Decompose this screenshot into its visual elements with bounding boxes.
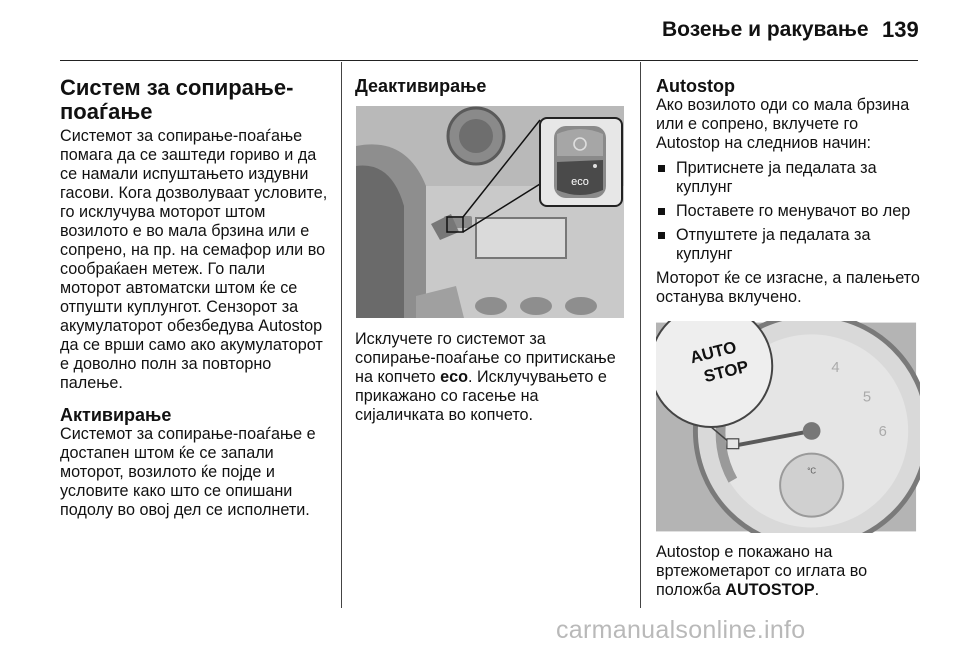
column-deactivation	[355, 76, 623, 425]
autostop-result: Моторот ќе се изгасне, а палењето останува вклучено.	[656, 269, 920, 306]
stop-start-intro: Системот за сопирање-поаѓање помага да се заштеди гориво и да се намали испуштањето издувни гасови. Кога дозволуваат условите, го исклучува моторот штом возилото е во мала брзина или е сопрено, на пр. на семафор или во сообраќаен метеж. Го пали моторот автоматски штом ќе се отпушти куплунгот. Сензорот за акумулаторот обезбедува Autostop да се врши само ако акумулаторот е доволно полн за повторно палење.	[60, 127, 328, 392]
autostop-caption: Autostop е покажано на вртежометарот со иглата во положба AUTOSTOP.	[656, 543, 868, 599]
tach-number-5: 5	[862, 389, 872, 406]
column-divider-2	[640, 62, 641, 608]
column-autostop	[656, 76, 924, 600]
section-heading-autostop: Autostop	[656, 76, 735, 96]
autostop-position-label: AUTOSTOP	[725, 581, 815, 599]
autostop-label-auto: AUTO	[688, 337, 739, 368]
column-divider-1	[341, 62, 342, 608]
activation-text: Системот за сопирање-поаѓање е достапен штом ќе се запали моторот, возилото ќе појде и условите како што се опишани подолу во овој дел се исполнети.	[60, 425, 316, 519]
center-display	[476, 218, 566, 258]
page-header-title: Возење и ракување	[662, 18, 869, 41]
header-rule	[60, 60, 918, 61]
dashboard-eco-button-illustration	[356, 106, 624, 318]
eco-button-label: eco	[571, 176, 589, 188]
tach-number-4: 4	[831, 359, 840, 376]
list-item: Притиснете ја педалата за куплунг	[656, 159, 924, 197]
temp-gauge-label: °C	[807, 466, 817, 476]
section-heading-activation: Активирање	[60, 405, 172, 425]
section-heading-stop-start: Систем за сопирање-поаѓање	[60, 75, 294, 124]
autostop-steps	[656, 159, 924, 264]
column-stop-start	[60, 76, 328, 520]
autostop-intro: Ако возилото оди со мала брзина или е сопрено, вклучете го Autostop на следниов начин:	[656, 96, 910, 152]
autostop-label-stop: STOP	[701, 356, 751, 387]
deactivation-text: Исклучете го системот за сопирање-поаѓање со притискање на копчето eco. Исклучувањето е прикажано со гасење на сијаличката во копчето.	[355, 330, 616, 424]
page-number: 139	[882, 17, 919, 42]
tachometer-autostop-illustration	[656, 321, 920, 533]
section-heading-deactivation: Деактивирање	[355, 76, 487, 96]
watermark: carmanualsonline.info	[556, 616, 806, 644]
tach-number-6: 6	[878, 423, 887, 440]
eco-inline-label: eco	[440, 368, 469, 386]
list-item: Поставете го менувачот во лер	[656, 202, 924, 221]
list-item: Отпуштете ја педалата за куплунг	[656, 226, 924, 264]
